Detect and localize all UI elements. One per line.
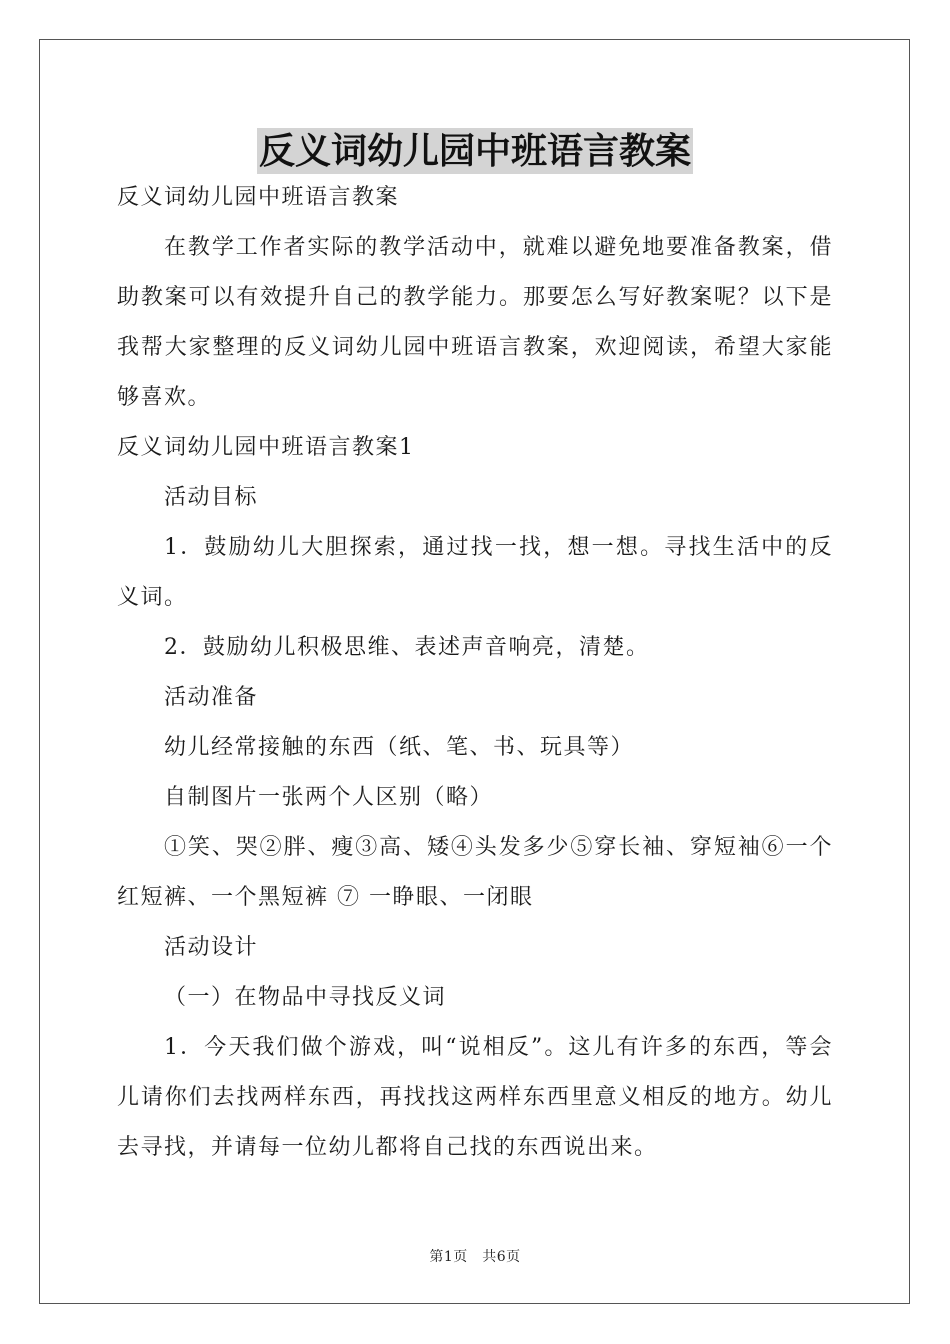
paragraph: 反义词幼儿园中班语言教案1 [117, 435, 415, 460]
paragraph: 幼儿经常接触的东西（纸、笔、书、玩具等） [164, 735, 635, 760]
paragraph: ①笑、哭②胖、瘦③高、矮④头发多少⑤穿长袖、穿短袖⑥一个红短裤、一个黑短裤 ⑦ 一睁眼、一闭眼 [117, 835, 833, 910]
paragraph: 在教学工作者实际的教学活动中，就难以避免地要准备教案，借助教案可以有效提升自己的教学能力。那要怎么写好教案呢？以下是我帮大家整理的反义词幼儿园中班语言教案，欢迎阅读，希望大家能够喜欢。 [117, 235, 833, 410]
paragraph: 反义词幼儿园中班语言教案 [117, 185, 400, 210]
document-title: 反义词幼儿园中班语言教案 [258, 130, 691, 172]
paragraph: 1．今天我们做个游戏，叫“说相反”。这儿有许多的东西，等会儿请你们去找两样东西，再找找这两样东西里意义相反的地方。幼儿去寻找，并请每一位幼儿都将自己找的东西说出来。 [117, 1035, 833, 1160]
paragraph: 活动准备 [164, 685, 259, 710]
title-container [0, 128, 950, 174]
paragraph: 活动目标 [164, 485, 259, 510]
paragraph: 2．鼓励幼儿积极思维、表述声音响亮，清楚。 [164, 635, 650, 660]
paragraph: （一）在物品中寻找反义词 [164, 985, 447, 1010]
paragraph: 自制图片一张两个人区别（略） [164, 785, 494, 810]
page-number-footer: 第1页 共6页 [429, 1249, 521, 1265]
paragraph: 1．鼓励幼儿大胆探索，通过找一找，想一想。寻找生活中的反义词。 [117, 535, 833, 610]
document-body [117, 173, 833, 1173]
paragraph: 活动设计 [164, 935, 259, 960]
